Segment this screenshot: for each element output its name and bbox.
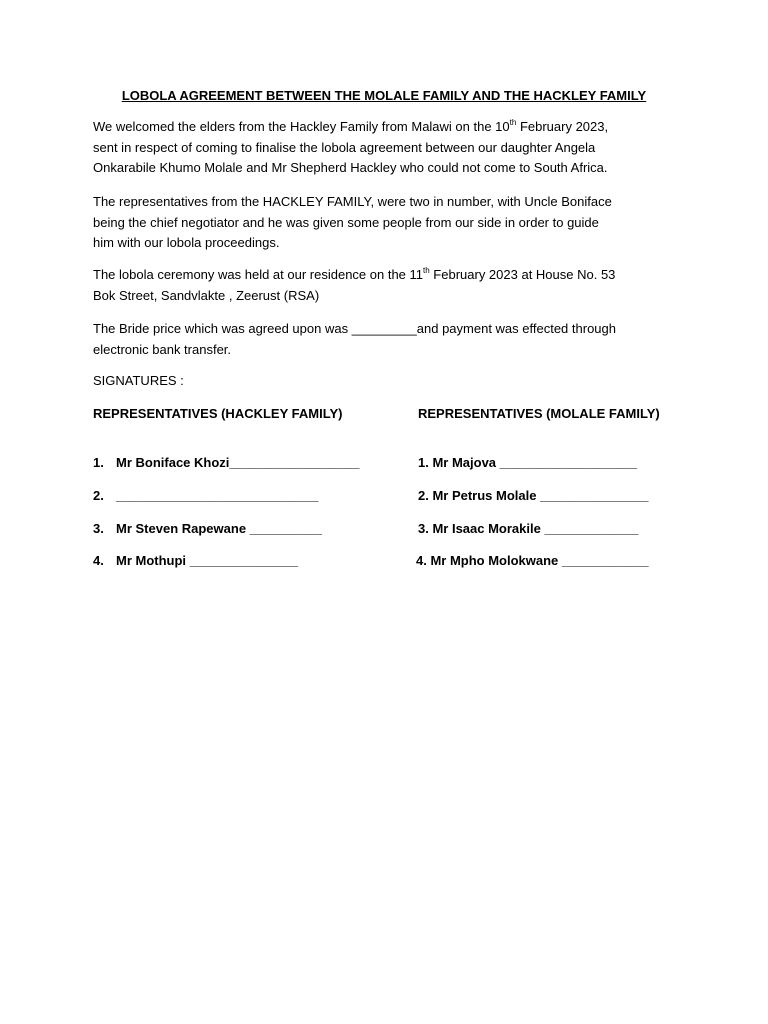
paragraph-welcome-line-3: Onkarabile Khumo Molale and Mr Shepherd Hackley who could not come to South Africa.: [93, 160, 608, 175]
signature-line: ____________________________: [116, 488, 319, 503]
ceremony-line-1-end: February 2023 at House No. 53: [429, 267, 616, 282]
row-number: 2.: [93, 488, 104, 503]
molale-signature-row-2: 2. Mr Petrus Molale _______________: [418, 488, 649, 503]
molale-signature-row-4: 4. Mr Mpho Molokwane ____________: [416, 553, 649, 568]
signature-line: Mr Steven Rapewane __________: [116, 521, 322, 536]
paragraph-representatives: [93, 192, 673, 254]
row-number: 4.: [93, 553, 104, 568]
document-title: LOBOLA AGREEMENT BETWEEN THE MOLALE FAMILY AND THE HACKLEY FAMILY: [121, 88, 647, 103]
paragraph-welcome-line-1: [93, 119, 608, 134]
paragraph-welcome-line-2: sent in respect of coming to finalise the lobola agreement between our daughter Angela: [93, 139, 596, 155]
paragraph-welcome: [93, 117, 673, 179]
welcome-line-1-end: February 2023,: [516, 119, 609, 134]
molale-representatives-heading: REPRESENTATIVES (MOLALE FAMILY): [418, 406, 660, 421]
paragraph-ceremony-line-1: [93, 267, 615, 282]
hackley-signature-row-3: [93, 521, 322, 536]
ceremony-line-1-text: The lobola ceremony was held at our residence on the 11: [93, 267, 424, 282]
paragraph-bride-price: [93, 319, 673, 360]
row-number: 1.: [93, 455, 104, 470]
paragraph-representatives-line-1: The representatives from the HACKLEY FAMILY, were two in number, with Uncle Boniface: [93, 194, 612, 209]
hackley-signature-row-2: [93, 488, 318, 503]
ordinal-suffix: th: [509, 117, 517, 127]
welcome-line-1-text: We welcomed the elders from the Hackley Family from Malawi on the 10: [93, 119, 510, 134]
hackley-signature-row-1: [93, 455, 360, 470]
hackley-representatives-heading: REPRESENTATIVES (HACKLEY FAMILY): [93, 406, 343, 421]
paragraph-ceremony-line-2: Bok Street, Sandvlakte , Zeerust (RSA): [93, 287, 320, 303]
signatures-label: SIGNATURES :: [93, 373, 184, 388]
molale-signature-row-1: 1. Mr Majova ___________________: [418, 455, 638, 470]
signature-line: Mr Boniface Khozi__________________: [116, 455, 360, 470]
paragraph-bride-price-line-2: electronic bank transfer.: [93, 341, 232, 357]
paragraph-bride-price-line-1: The Bride price which was agreed upon was _________and payment was effected through: [93, 321, 616, 336]
row-number: 3.: [93, 521, 104, 536]
paragraph-representatives-line-3: him with our lobola proceedings.: [93, 235, 280, 250]
ordinal-suffix: th: [423, 265, 430, 275]
paragraph-representatives-line-2: being the chief negotiator and he was given some people from our side in order to guide: [93, 214, 599, 230]
paragraph-ceremony: [93, 265, 673, 306]
signature-line: Mr Mothupi _______________: [116, 553, 299, 568]
hackley-signature-row-4: [93, 553, 298, 568]
molale-signature-row-3: 3. Mr Isaac Morakile _____________: [418, 521, 639, 536]
